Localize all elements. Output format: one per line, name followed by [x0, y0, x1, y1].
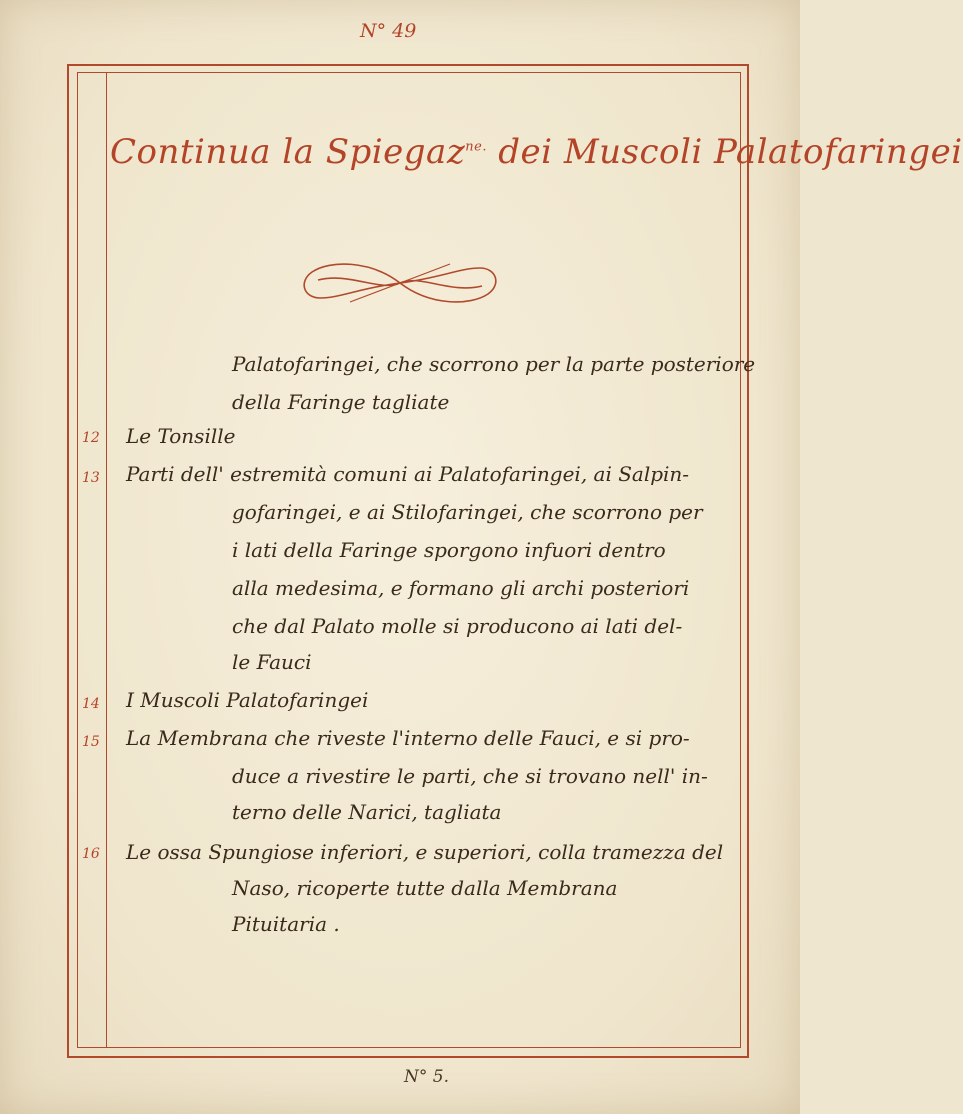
text-line: gofaringei, e ai Stilofaringei, che scorrono per: [232, 500, 703, 524]
text-line: alla medesima, e formano gli archi posteriori: [232, 576, 690, 600]
text-line: Le ossa Spungiose inferiori, e superiori, colla tramezza del: [126, 840, 724, 864]
item-number: 16: [82, 846, 100, 862]
decorative-flourish-icon: [290, 252, 510, 314]
page-title: [110, 132, 963, 172]
item-number: 14: [82, 696, 100, 712]
title-rest: dei Muscoli Palatofaringei: [486, 132, 963, 172]
text-line: della Faringe tagliate: [232, 390, 450, 414]
text-line: Parti dell' estremità comuni ai Palatofaringei, ai Salpin-: [126, 462, 690, 486]
text-line: che dal Palato molle si producono ai lati del-: [232, 614, 683, 638]
item-number: 12: [82, 430, 100, 446]
text-line: terno delle Narici, tagliata: [232, 800, 502, 824]
text-line: Naso, ricoperte tutte dalla Membrana: [232, 876, 618, 900]
text-line: Palatofaringei, che scorrono per la parte posteriore: [232, 352, 756, 376]
text-line: La Membrana che riveste l'interno delle Fauci, e si pro-: [126, 726, 690, 750]
text-line: le Fauci: [232, 650, 312, 674]
text-line: duce a rivestire le parti, che si trovano nell' in-: [232, 764, 708, 788]
text-line: i lati della Faringe sporgono infuori dentro: [232, 538, 666, 562]
folio-number-bottom: N° 5.: [404, 1067, 449, 1087]
text-line: I Muscoli Palatofaringei: [126, 688, 369, 712]
title-superscript: ne.: [465, 139, 487, 155]
text-line: Le Tonsille: [126, 424, 236, 448]
item-number: 13: [82, 470, 100, 486]
folio-number-top: N° 49: [360, 20, 417, 42]
margin-rule: [106, 72, 107, 1048]
text-line: Pituitaria .: [232, 912, 340, 936]
item-number: 15: [82, 734, 100, 750]
title-main: Continua la Spiegaz: [110, 132, 466, 172]
